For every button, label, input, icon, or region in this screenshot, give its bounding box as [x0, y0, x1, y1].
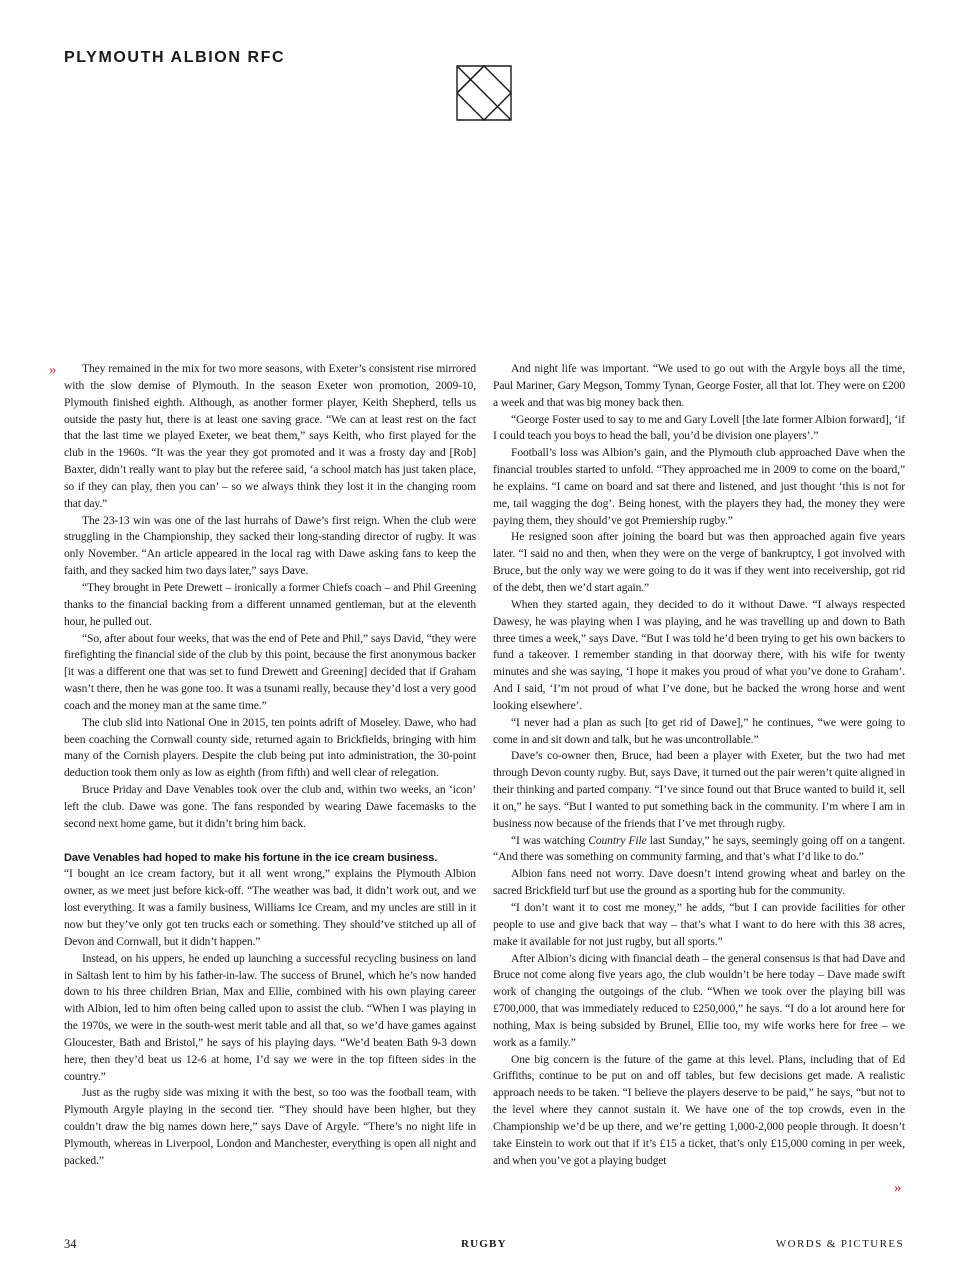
paragraph: The 23-13 win was one of the last hurrahs of Dawe’s first reign. When the club were struggling in the Championship, they sacked their long-standing director of rugby. It was only November. “An article appeared in the local rag with Dawe asking fans to keep the faith, and they sacked him two days later,” says Dave. [64, 514, 476, 578]
paragraph: And night life was important. “We used to go out with the Argyle boys all the time, Paul Mariner, Gary Megson, Tommy Tynan, George Foster, all that lot. They were on £200 a week and that was big money back then. [493, 363, 905, 409]
diamond-grid-logo-icon [454, 63, 514, 123]
page-number: 34 [64, 1237, 77, 1251]
magazine-name: RUGBY [461, 1238, 507, 1250]
text-run: “I was watching [511, 834, 589, 847]
paragraph: Albion fans need not worry. Dave doesn’t intend growing wheat and barley on the sacred Brickfield turf but use the ground as a sporting hub for the community. [493, 868, 905, 898]
paragraph [493, 833, 905, 867]
page-title: PLYMOUTH ALBION RFC [64, 49, 286, 66]
paragraph: The club slid into National One in 2015, ten points adrift of Moseley. Dawe, who had been coaching the Cornwall county side, returned again to Brickfields, bringing with him many of the Cornish players. Despite the club being put into administration, the 30-point deduction took them only as low as eighth (from fifth) and well clear of relegation. [64, 716, 476, 780]
show-title: Country File [588, 834, 647, 847]
paragraph: “I bought an ice cream factory, but it all went wrong,” explains the Plymouth Albion owner, as we meet just before kick-off. “The weather was bad, it didn’t work out, and we lost everything. It was a family business, Williams Ice Cream, and my uncles are still in it now but they’ve only got ten trucks each or something. They should’ve stitched up all of Devon and Cornwall, but it didn’t happen.” [64, 868, 476, 948]
paragraph: Bruce Priday and Dave Venables took over the club and, within two weeks, an ‘icon’ left the club. Dawe was gone. The fans responded by wearing Dawe facemasks to the second next home game, but it didn’t bring him back. [64, 784, 476, 830]
continued-from-marker: » [49, 362, 57, 378]
paragraph: “So, after about four weeks, that was the end of Pete and Phil,” says David, “they were firefighting the financial side of the club by this point, because the first anonymous backer [it was a different one that was set to fund Drewett and Greening] decided that if Graham wasn’t there, then he was gone too. It was a tsunami really, because they’d lost a very good coach and the money man at the same time.” [64, 632, 476, 712]
paragraph: “I don’t want it to cost me money,” he adds, “but I can provide facilities for other people to use and give back that way – that’s what I want to do here with this 38 acres, make it available for not just rugby, but all sports.” [493, 902, 905, 948]
article-column-left [64, 361, 476, 1170]
paragraph: “They brought in Pete Drewett – ironically a former Chiefs coach – and Phil Greening thanks to the financial backing from a different unnamed gentleman, but at the eleventh hour, he pulled out. [64, 581, 476, 628]
paragraph: He resigned soon after joining the board but was then approached again five years later. “I said no and then, when they were on the verge of bankruptcy, I got involved with Bruce, but the only way we were going to do it was if they went into receivership, got rid of the debt, then we’d start again.” [493, 531, 905, 594]
text-run: last Sunday,” he says, seemingly going off on a tangent. “And there was something on community farming, and that’s what I’d like to do.” [493, 834, 905, 864]
paragraph: Dave’s co-owner then, Bruce, had been a player with Exeter, but the two had met through Devon county rugby. But, says Dave, it turned out the pair weren’t quite aligned in their thinking and parted company. “I’ve since found out that Bruce wanted to build it, sell it on,” he says. “But I wanted to put something back in the community. I’m where I am in business now because of the friends that I’ve met through rugby. [493, 750, 905, 830]
paragraph: One big concern is the future of the game at this level. Plans, including that of Ed Griffiths, continue to be put on and off tables, but few decisions get made. A realistic approach needs to be taken. “I believe the players deserve to be paid,” he says, “but not to the level where they cannot sustain it. We have one of the top crowds, even in the Championship we’d be up there, and we’re getting 1,000-2,000 people through. It doesn’t take Einstein to work out that if it’s £15 a ticket, that’s only £15,000 coming in per week, and when you’ve got a playing budget [493, 1053, 905, 1167]
paragraph: When they started again, they decided to do it without Dawe. “I always respected Dawesy, he was playing when I was playing, and he was travelling up and down to Bath three times a week,” says Dave. “But I was told he’d been trying to get his own backers to fund a takeover. I remember standing in that doorway there, with his wife for twenty minutes and she was saying, ‘I hope it makes you proud of what you’ve done to Graham’. And I said, ‘I’m not proud of what I’ve done, but he backed the wrong horse and went looking elsewhere’. [493, 598, 905, 712]
section-subhead: Dave Venables had hoped to make his fortune in the ice cream business. [64, 851, 438, 864]
paragraph: After Albion’s dicing with financial death – the general consensus is that had Dave and Bruce not come along five years ago, the club wouldn’t be here today – Dave made swift work of changing the outgoings of the club. “When we took over the playing bill was £700,000, that was immediately reduced to £250,000,” he says. “I do a lot around here for nothing, Max is being subsided by Brunel, Ellie too, my wife works here for free – we work as a family.” [493, 952, 905, 1049]
paragraph: Just as the rugby side was mixing it with the best, so too was the football team, with Plymouth Argyle playing in the second tier. “They should have been higher, but they couldn’t draw the big names down here,” says Dave of Argyle. “There’s no night life in Plymouth, whereas in Liverpool, London and Manchester, everything is open all night and packed.” [64, 1087, 476, 1167]
paragraph: “I never had a plan as such [to get rid of Dawe],” he continues, “we were going to come in and sit down and talk, but he was uncontrollable.” [493, 716, 905, 746]
paragraph: They remained in the mix for two more seasons, with Exeter’s consistent rise mirrored with the slow demise of Plymouth. In the season Exeter won promotion, 2009-10, Plymouth finished eighth. Although, as another former player, Keith Shepherd, tells us outside the pasty hut, there is at least one saving grace. “We can at least rest on the fact that the last time we played Exeter, we beat them,” says Keith, who first played for the club in the 1960s. “It was the year they got promoted and it was a frosty day and [Rob] Baxter, didn’t really want to play but the referee said, ‘a school match has just taken place, so if they can play, then you can’ – so we always think they lost it in the changing room that day.” [64, 363, 476, 510]
section-name: WORDS & PICTURES [775, 1238, 904, 1250]
article-column-right [493, 361, 905, 1170]
paragraph: Football’s loss was Albion’s gain, and the Plymouth club approached Dave when the financial troubles started to unfold. “They approached me in 2009 to come on the board,” he explains. “I came on board and sat there and listened, and just thought ‘this is not for me, tail wagging the dog’. Being honest, with the players they had, the money they were paying them, they should’ve got Premiership rugby.” [493, 447, 905, 527]
paragraph: Instead, on his uppers, he ended up launching a successful recycling business on land in Saltash lent to him by his father-in-law. The success of Brunel, which he’s now handed down to his three children Brian, Max and Ellie, combined with his own playing career with Albion, led to him often being called upon to assist the club. “When I was playing in the 1970s, we were in the south-west merit table and all that, so we’d have games against Gloucester, Bath and Bristol,” he says of his playing days. “We’d beaten Bath 9-3 down here, then they’d beat us 12-6 at home, I’d say we were in the top fifteen sides in the country.” [64, 952, 476, 1083]
continued-marker: » [894, 1180, 902, 1196]
paragraph: “George Foster used to say to me and Gary Lovell [the late former Albion forward], ‘if I could teach you boys to head the ball, you’d be division one players’.” [493, 413, 905, 443]
